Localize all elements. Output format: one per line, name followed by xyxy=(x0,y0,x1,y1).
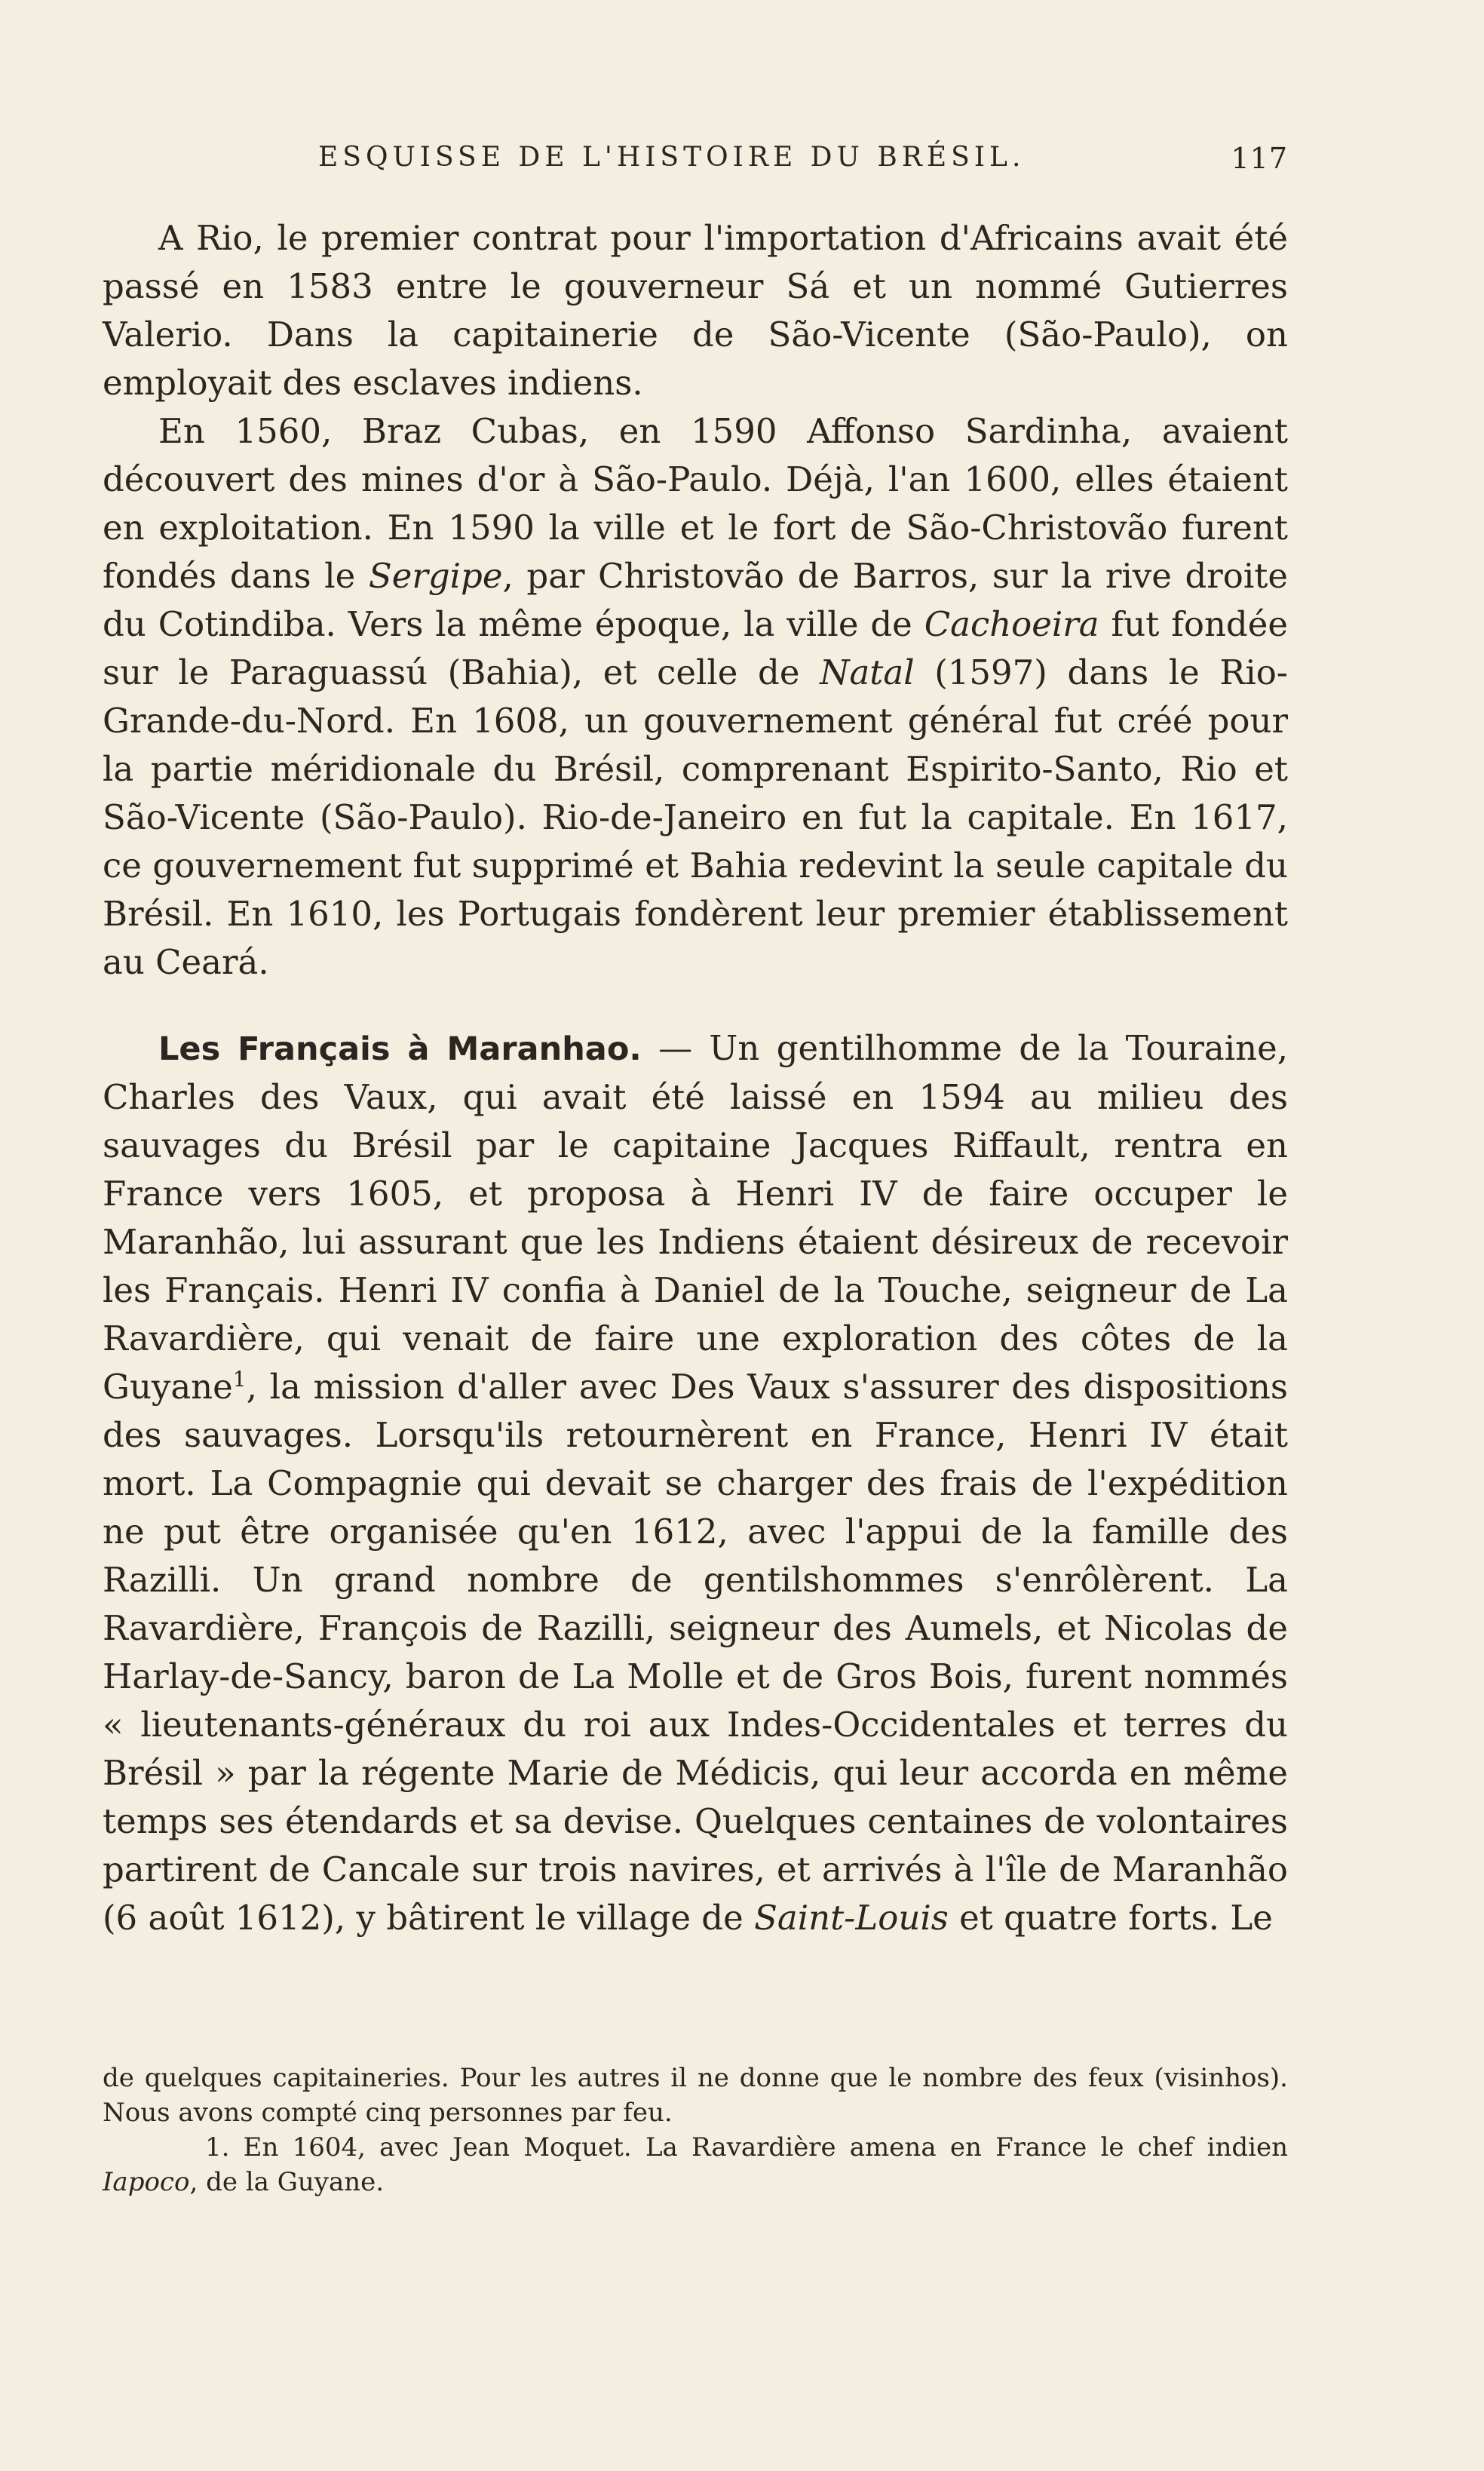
text-run: , par Christovão de Barros, sur la rive droite du Cotindiba. Vers la même époque, la ville de xyxy=(103,556,1288,644)
main-text-lower xyxy=(103,1024,1288,1942)
text-run: (1597) dans le Rio-Grande-du-Nord. En 1608, un gouvernement général fut créé pour la partie méridionale du Brésil, comprenant Espirito-Santo, Rio et São-Vicente (São-Paulo). Rio-de-Janeiro en fut la capitale. En 1617, ce gouvernement fut supprimé et Bahia redevint la seule capitale du Brésil. En 1610, les Portugais fondèrent leur premier établissement au Ceará. xyxy=(103,652,1289,982)
page-number: 117 xyxy=(1231,142,1288,175)
place-cachoeira: Cachoeira xyxy=(924,604,1099,644)
place-sergipe: Sergipe xyxy=(368,556,503,596)
place-natal: Natal xyxy=(820,652,915,692)
footnote-continued: de quelques capitaineries. Pour les autres il ne donne que le nombre des feux (visinhos). Nous avons compté cinq personnes par feu. xyxy=(103,2063,1288,2128)
paragraph-francais-maranhao xyxy=(103,1024,1288,1942)
footnote-1 xyxy=(103,2130,1288,2199)
text-run: , de la Guyane. xyxy=(189,2167,385,2197)
text-run: 1. En 1604, avec Jean Moquet. La Ravardière amena en France le chef indien xyxy=(205,2132,1288,2163)
text-run: fut fondée sur le Paraguassú (Bahia), et celle de xyxy=(103,604,1288,692)
running-title: ESQUISSE DE L'HISTOIRE DU BRÉSIL. xyxy=(318,142,1026,173)
main-text-upper xyxy=(103,214,1288,987)
text-run: et quatre forts. Le xyxy=(948,1898,1273,1938)
paragraph-rio-contract: A Rio, le premier contrat pour l'importation d'Africains avait été passé en 1583 entre le gouverneur Sá et un nommé Gutierres Valerio. Dans la capitainerie de São-Vicente (São-Paulo), on employait des esclaves indiens. xyxy=(103,218,1288,403)
text-run: , la mission d'aller avec Des Vaux s'assurer des dispositions des sauvages. Lorsqu'ils retournèrent en France, Henri IV était mort. La Compagnie qui devait se charger des frais de l'expédition ne put être organisée qu'en 1612, avec l'appui de la famille des Razilli. Un grand nombre de gentilshommes s'enrôlèrent. La Ravardière, François de Razilli, seigneur des Aumels, et Nicolas de Harlay-de-Sancy, baron de La Molle et de Gros Bois, furent nommés « lieutenants-généraux du roi aux Indes-Occidentales et terres du Brésil » par la régente Marie de Médicis, qui leur accorda en même temps ses étendards et sa devise. Quelques centaines de volontaires partirent de Cancale sur trois navires, et arrivés à l'île de Maranhão (6 août 1612), y bâtirent le village de xyxy=(103,1367,1288,1938)
name-iapoco: Iapoco xyxy=(103,2167,190,2197)
text-run: En 1560, Braz Cubas, en 1590 Affonso Sardinha, avaient découvert des mines d'or à São-Paulo. Déjà, l'an 1600, elles étaient en exploitation. En 1590 la ville et le fort de São-Christovão furent fondés dans le xyxy=(103,411,1288,596)
paragraph-mines-foundations xyxy=(103,407,1288,987)
place-saint-louis: Saint-Louis xyxy=(754,1898,949,1938)
section-heading: Les Français à Maranhao. xyxy=(158,1030,642,1068)
running-head xyxy=(103,142,1288,187)
footnotes xyxy=(103,2061,1288,2199)
footnote-ref-1[interactable]: 1 xyxy=(232,1367,247,1392)
text-run: — Un gentilhomme de la Touraine, Charles des Vaux, qui avait été laissé en 1594 au milieu des sauvages du Brésil par le capitaine Jacques Riffault, rentra en France vers 1605, et proposa à Henri IV de faire occuper le Maranhão, lui assurant que les Indiens étaient désireux de recevoir les Français. Henri IV confia à Daniel de la Touche, seigneur de La Ravardière, qui venait de faire une exploration des côtes de la Guyane xyxy=(103,1028,1289,1407)
